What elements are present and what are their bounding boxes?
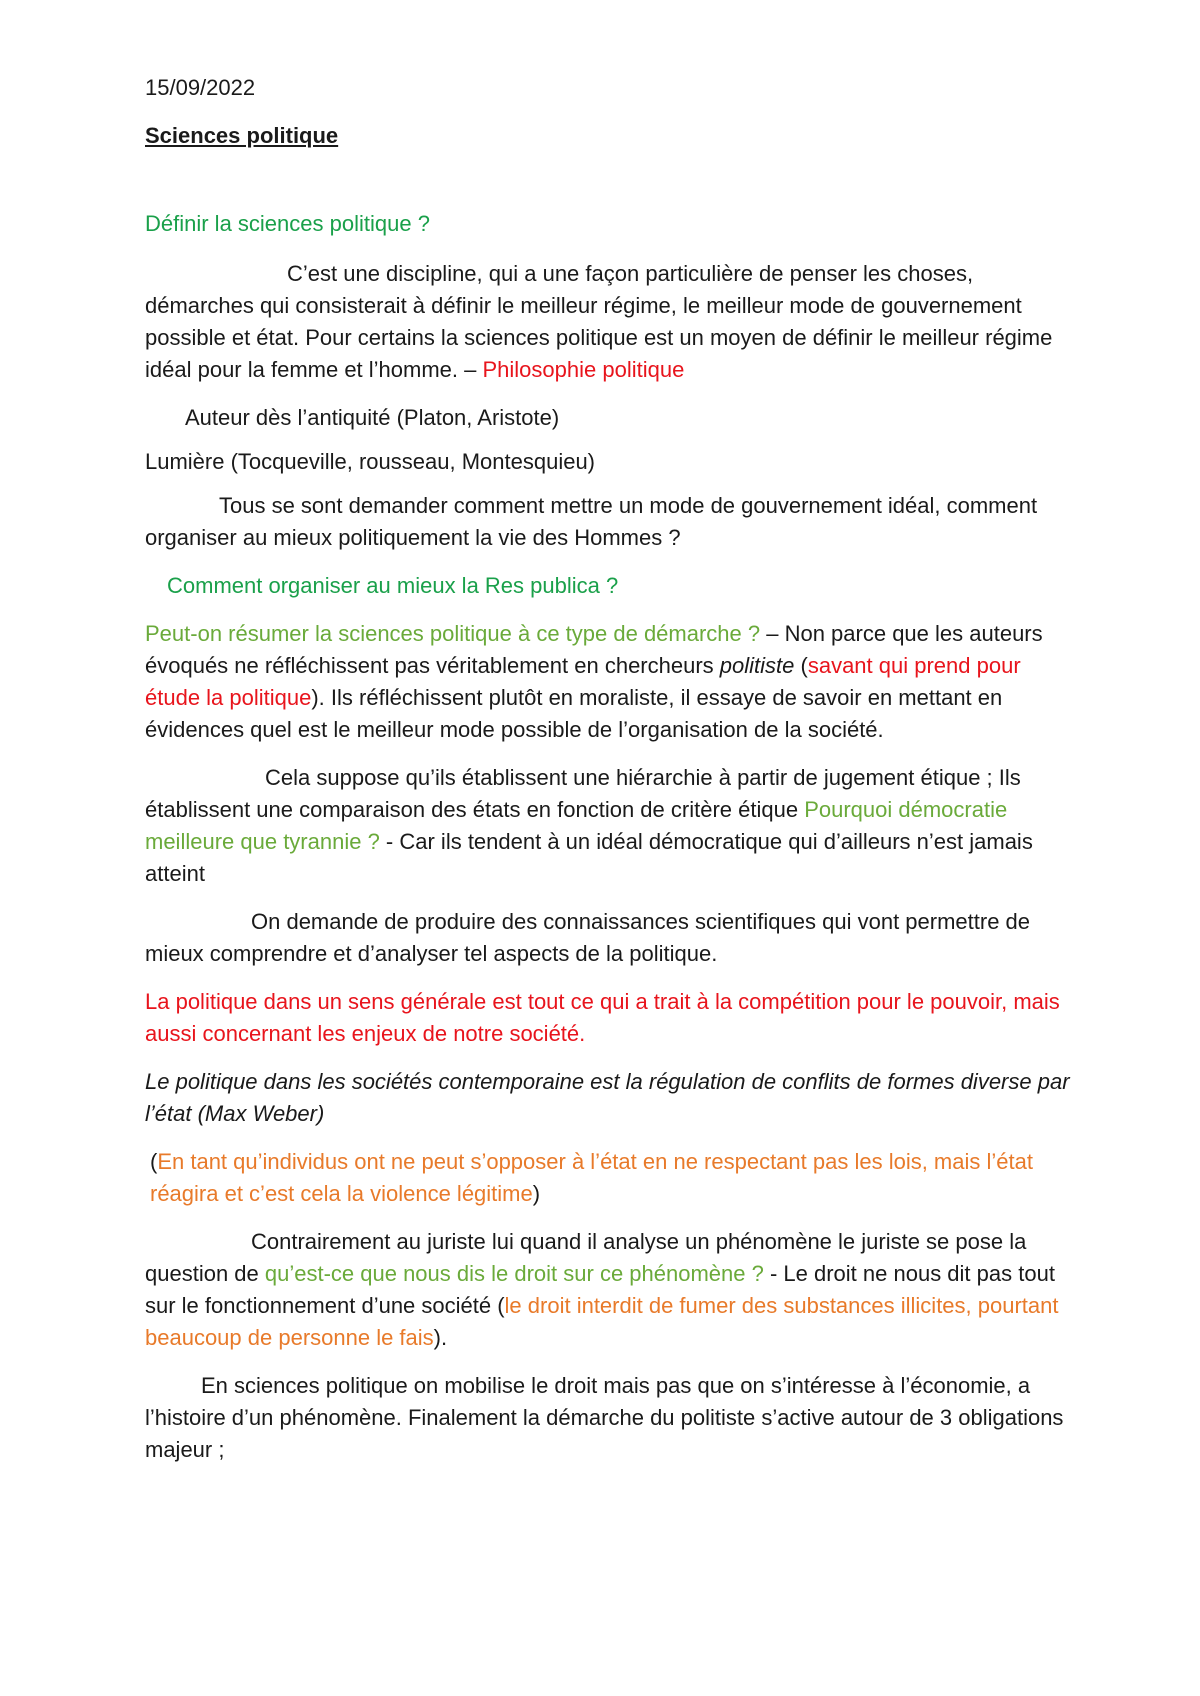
paren-close: ) xyxy=(532,1181,541,1206)
paragraph-violence-legitime xyxy=(145,1146,1070,1210)
question-resumer: Peut-on résumer la sciences politique à ce type de démarche ? xyxy=(145,621,761,646)
paragraph-gouvernement-ideal: Tous se sont demander comment mettre un mode de gouvernement idéal, comment organiser au mieux politiquement la vie des Hommes ? xyxy=(145,493,1038,550)
paragraph-connaissances: On demande de produire des connaissances scientifiques qui vont permettre de mieux comprendre et d’analyser tel aspects de la politique. xyxy=(145,909,1031,966)
politiste-definition: savant qui prend pour étude la politique xyxy=(145,653,1021,710)
philosophie-politique-highlight: Philosophie politique xyxy=(482,357,685,382)
violence-legitime-text: En tant qu’individus ont ne peut s’opposer à l’état en ne respectant pas les lois, mais l’état réagira et c’est cela la violence légitime xyxy=(150,1149,1033,1206)
example-droit: le droit interdit de fumer des substances illicites, pourtant beaucoup de personne le fais xyxy=(145,1293,1059,1350)
paragraph-obligations: En sciences politique on mobilise le droit mais pas que on s’intéresse à l’économie, a l’histoire d’un phénomène. Finalement la démarche du politiste s’active autour de 3 obligations majeur ; xyxy=(145,1373,1064,1462)
paragraph-hierarchie-text-b: - Car ils tendent à un idéal démocratique qui d’ailleurs n’est jamais atteint xyxy=(145,829,1033,886)
paragraph-discipline xyxy=(145,258,1070,386)
authors-antiquity: Auteur dès l’antiquité (Platon, Aristote) xyxy=(185,405,560,430)
definition-politique: La politique dans un sens générale est tout ce qui a trait à la compétition pour le pouvoir, mais aussi concernant les enjeux de notre société. xyxy=(145,989,1060,1046)
paragraph-juriste-text-c: ). xyxy=(433,1325,448,1350)
politiste-term: politiste xyxy=(719,653,795,678)
paragraph-resumer-text-a: – Non parce que les auteurs évoqués ne réfléchissent pas véritablement en chercheurs xyxy=(145,621,1043,678)
question-droit: qu’est-ce que nous dis le droit sur ce phénomène ? xyxy=(264,1261,764,1286)
question-democratie: Pourquoi démocratie meilleure que tyrannie ? xyxy=(145,797,1008,854)
paren-open: ( xyxy=(150,1149,158,1174)
quote-max-weber: Le politique dans les sociétés contemporaine est la régulation de conflits de formes diverse par l’état (Max Weber) xyxy=(145,1069,1070,1126)
paragraph-juriste-text-a: Contrairement au juriste lui quand il analyse un phénomène le juriste se pose la question de xyxy=(145,1229,1027,1286)
paragraph-discipline-text: C’est une discipline, qui a une façon particulière de penser les choses, démarches qui consisterait à définir le meilleur régime, le meilleur mode de gouvernement possible et état. Pour certains la sciences politique est un moyen de définir le meilleur régime idéal pour la femme et l’homme. – xyxy=(145,261,1053,382)
authors-lumiere: Lumière (Tocqueville, rousseau, Montesquieu) xyxy=(145,449,596,474)
question-res-publica: Comment organiser au mieux la Res publica ? xyxy=(167,573,619,598)
question-define: Définir la sciences politique ? xyxy=(145,211,430,236)
paragraph-resumer-text-c: ). Ils réfléchissent plutôt en moraliste, il essaye de savoir en mettant en évidences quel est le meilleur mode possible de l’organisation de la société. xyxy=(145,685,1003,742)
document-title: Sciences politique xyxy=(145,123,339,148)
paragraph-resumer xyxy=(145,618,1070,746)
date: 15/09/2022 xyxy=(145,75,256,100)
paragraph-juriste-text-b: - Le droit ne nous dit pas tout sur le fonctionnement d’une société ( xyxy=(145,1261,1055,1318)
paragraph-hierarchie xyxy=(145,762,1070,890)
paragraph-resumer-text-b: ( xyxy=(794,653,808,678)
paragraph-hierarchie-text-a: Cela suppose qu’ils établissent une hiérarchie à partir de jugement étique ; Ils établissent une comparaison des états en fonction de critère étique xyxy=(145,765,1021,822)
paragraph-juriste xyxy=(145,1226,1070,1354)
